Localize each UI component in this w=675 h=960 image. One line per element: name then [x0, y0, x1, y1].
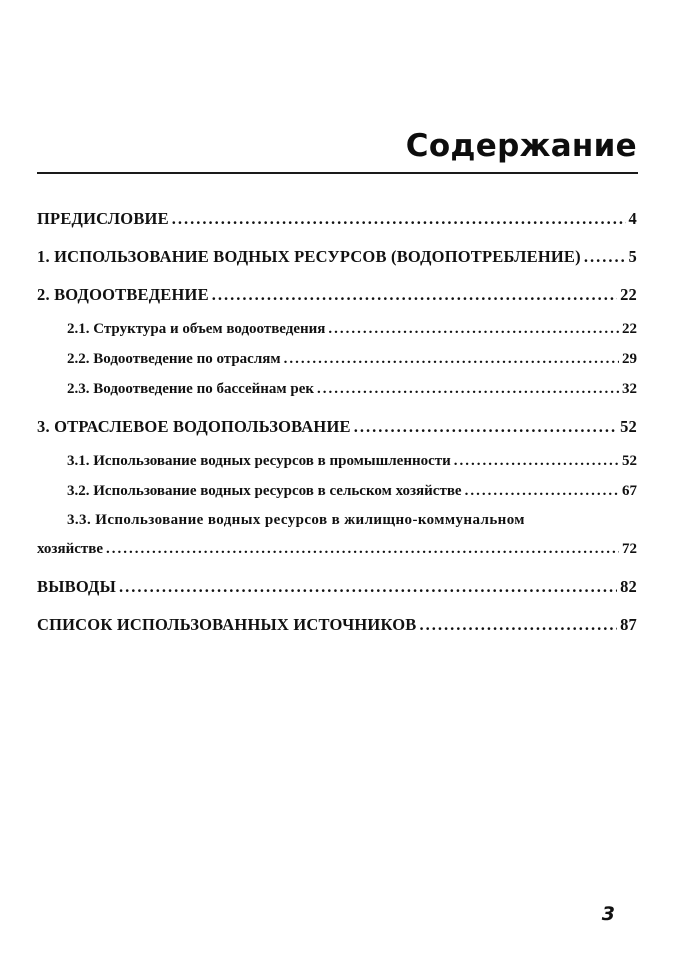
toc-entry-chapter-1[interactable]	[37, 238, 637, 276]
dot-leader	[106, 534, 619, 564]
dot-leader	[328, 314, 619, 344]
toc-entry-page: 87	[620, 615, 637, 634]
toc-entry-section-3-1[interactable]	[37, 446, 637, 476]
toc-entry-page: 5	[628, 247, 637, 266]
toc-entry-conclusions[interactable]	[37, 568, 637, 606]
toc-entry-section-3-2[interactable]	[37, 476, 637, 506]
toc-entry-title: 2. ВОДООТВЕДЕНИЕ	[37, 285, 209, 304]
toc-entry-title: 3.3. Использование водных ресурсов в жилищно-коммунальном	[67, 512, 525, 528]
toc-entry-title: 3. ОТРАСЛЕВОЕ ВОДОПОЛЬЗОВАНИЕ	[37, 417, 351, 436]
dot-leader	[584, 238, 626, 276]
toc-entry-title: 2.2. Водоотведение по отраслям	[67, 351, 281, 367]
toc-entry-page: 82	[620, 577, 637, 596]
dot-leader	[419, 606, 617, 644]
toc-entry-title: ВЫВОДЫ	[37, 577, 116, 596]
toc-entry-page: 52	[620, 417, 637, 436]
toc-entry-references[interactable]	[37, 606, 637, 644]
toc-entry-page: 72	[622, 541, 637, 557]
toc-entry-page: 22	[622, 321, 637, 337]
dot-leader	[212, 276, 617, 314]
toc-entry-page: 32	[622, 381, 637, 397]
dot-leader	[454, 446, 619, 476]
toc-entry-page: 22	[620, 285, 637, 304]
toc-entry-title: 2.3. Водоотведение по бассейнам рек	[67, 381, 315, 397]
toc-entry-title: СПИСОК ИСПОЛЬЗОВАННЫХ ИСТОЧНИКОВ	[37, 615, 417, 634]
dot-leader	[172, 200, 626, 238]
toc-entry-page: 67	[622, 483, 637, 499]
toc-entry-section-2-1[interactable]	[37, 314, 637, 344]
dot-leader	[317, 374, 619, 404]
toc-entry-section-2-2[interactable]	[37, 344, 637, 374]
dot-leader	[284, 344, 619, 374]
page-number: 3	[601, 903, 615, 925]
toc-entry-title: 3.1. Использование водных ресурсов в промышленности	[67, 453, 451, 469]
toc-entry-section-3-3-line2[interactable]	[37, 534, 637, 564]
toc-entry-page: 52	[622, 453, 637, 469]
toc-entry-title-continuation: хозяйстве	[37, 541, 103, 557]
table-of-contents	[37, 200, 637, 644]
toc-entry-title: 1. ИСПОЛЬЗОВАНИЕ ВОДНЫХ РЕСУРСОВ (ВОДОПОТРЕБЛЕНИЕ)	[37, 247, 581, 266]
toc-entry-page: 4	[628, 209, 637, 228]
toc-entry-title: ПРЕДИСЛОВИЕ	[37, 209, 169, 228]
toc-entry-page: 29	[622, 351, 637, 367]
toc-entry-chapter-3[interactable]	[37, 408, 637, 446]
toc-entry-section-2-3[interactable]	[37, 374, 637, 404]
title-underline	[37, 172, 638, 174]
dot-leader	[465, 476, 619, 506]
toc-entry-title: 2.1. Структура и объем водоотведения	[67, 321, 326, 337]
page-title: Содержание	[405, 128, 637, 164]
toc-entry-preface[interactable]	[37, 200, 637, 238]
toc-entry-section-3-3-line1[interactable]	[37, 506, 637, 534]
dot-leader	[119, 568, 617, 606]
toc-entry-chapter-2[interactable]	[37, 276, 637, 314]
dot-leader	[354, 408, 617, 446]
toc-entry-title: 3.2. Использование водных ресурсов в сельском хозяйстве	[67, 483, 462, 499]
